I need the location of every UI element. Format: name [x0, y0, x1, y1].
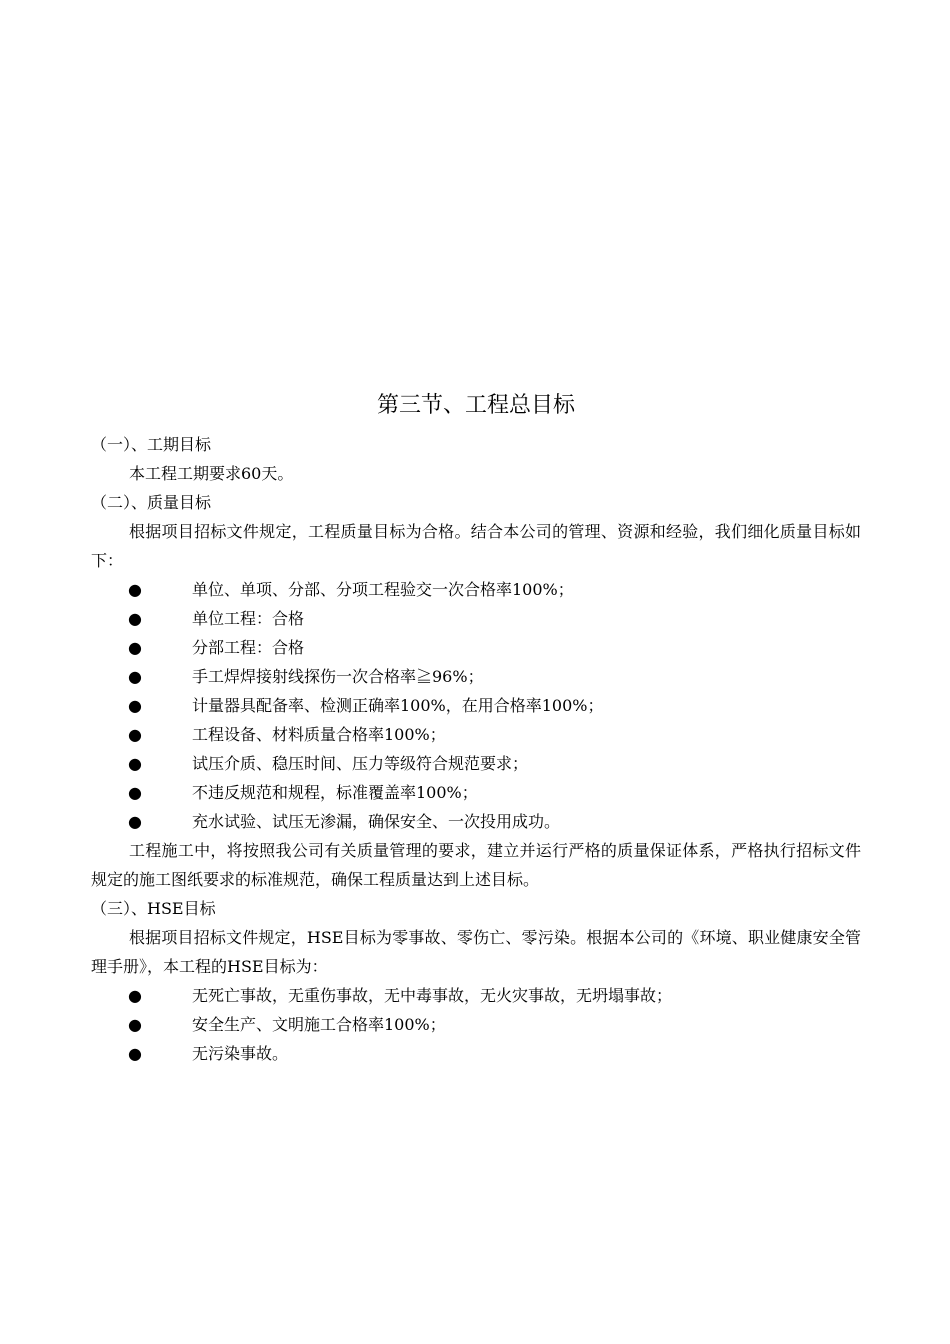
- list-item: [91, 662, 861, 691]
- list-item-text: 不违反规范和规程，标准覆盖率100%；: [192, 783, 478, 802]
- bullet-icon: ●: [128, 812, 142, 831]
- bullet-icon: ●: [128, 754, 142, 773]
- list-item-text: 手工焊焊接射线探伤一次合格率≧96%；: [192, 667, 484, 686]
- bullet-icon: ●: [128, 609, 142, 628]
- quality-list: [91, 575, 861, 836]
- list-item-text: 计量器具配备率、检测正确率100%，在用合格率100%；: [192, 696, 604, 715]
- bullet-icon: ●: [128, 1044, 142, 1063]
- schedule-text: 本工程工期要求60天。: [129, 464, 294, 483]
- bullet-icon: ●: [128, 783, 142, 802]
- list-item-text: 单位工程：合格: [192, 609, 305, 628]
- hse-list: [91, 981, 861, 1068]
- hse-heading: （三）、HSE目标: [91, 899, 216, 918]
- bullet-icon: ●: [128, 725, 142, 744]
- list-item-text: 单位、单项、分部、分项工程验交一次合格率100%；: [192, 580, 574, 599]
- document-content: [91, 388, 861, 1068]
- bullet-icon: ●: [128, 667, 142, 686]
- list-item: [91, 749, 861, 778]
- bullet-icon: ●: [128, 696, 142, 715]
- bullet-icon: ●: [128, 1015, 142, 1034]
- bullet-icon: ●: [128, 986, 142, 1005]
- list-item-text: 充水试验、试压无渗漏，确保安全、一次投用成功。: [192, 812, 561, 831]
- bullet-icon: ●: [128, 580, 142, 599]
- list-item-text: 无污染事故。: [192, 1044, 289, 1063]
- quality-heading: （二）、质量目标: [91, 493, 212, 512]
- bullet-icon: ●: [128, 638, 142, 657]
- list-item: [91, 633, 861, 662]
- list-item: [91, 1039, 861, 1068]
- list-item: [91, 807, 861, 836]
- hse-intro: 根据项目招标文件规定，HSE目标为零事故、零伤亡、零污染。根据本公司的《环境、职业健康安全管理手册》，本工程的HSE目标为：: [91, 928, 861, 976]
- schedule-heading: （一）、工期目标: [91, 435, 212, 454]
- quality-closing: 工程施工中，将按照我公司有关质量管理的要求，建立并运行严格的质量保证体系，严格执行招标文件规定的施工图纸要求的标准规范，确保工程质量达到上述目标。: [91, 841, 861, 889]
- list-item-text: 工程设备、材料质量合格率100%；: [192, 725, 446, 744]
- list-item-text: 安全生产、文明施工合格率100%；: [192, 1015, 446, 1034]
- list-item-text: 无死亡事故，无重伤事故，无中毒事故，无火灾事故，无坍塌事故；: [192, 986, 673, 1005]
- section-title: 第三节、工程总目标: [376, 393, 575, 418]
- list-item: [91, 575, 861, 604]
- list-item: [91, 691, 861, 720]
- list-item: [91, 604, 861, 633]
- list-item: [91, 778, 861, 807]
- list-item: [91, 720, 861, 749]
- list-item: [91, 981, 861, 1010]
- quality-intro: 根据项目招标文件规定，工程质量目标为合格。结合本公司的管理、资源和经验，我们细化质量目标如下：: [91, 522, 861, 570]
- list-item: [91, 1010, 861, 1039]
- list-item-text: 分部工程：合格: [192, 638, 305, 657]
- list-item-text: 试压介质、稳压时间、压力等级符合规范要求；: [192, 754, 529, 773]
